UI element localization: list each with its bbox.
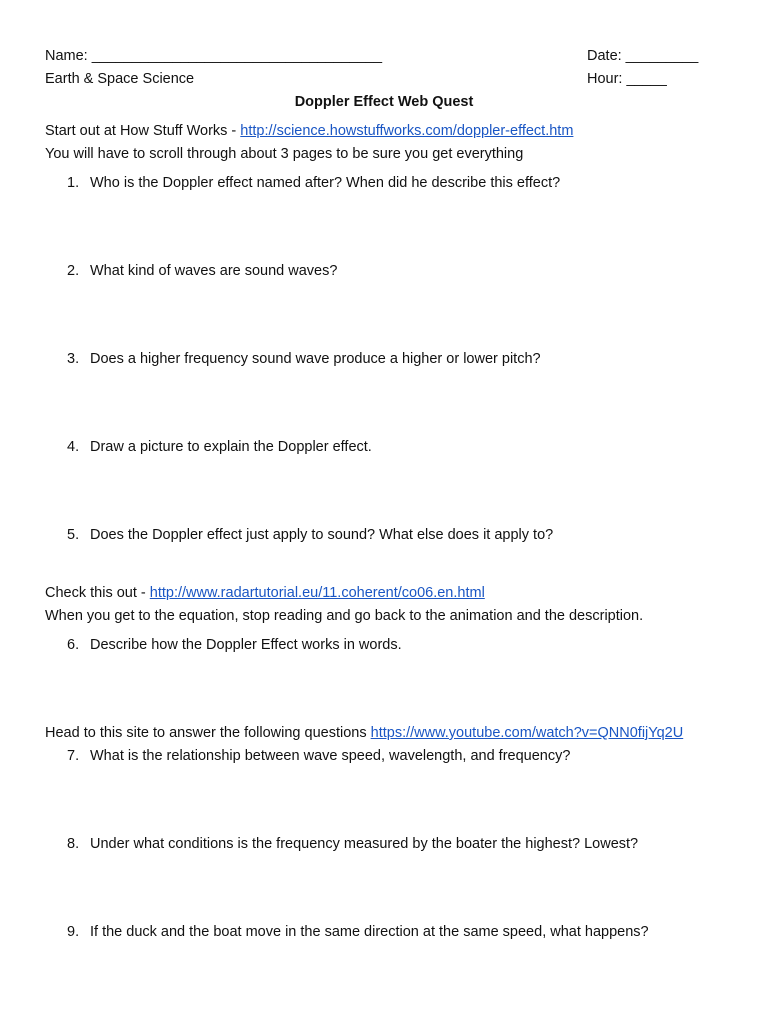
question-number: 5. [67, 527, 80, 543]
question-3 [67, 350, 541, 368]
question-number: 7. [67, 748, 80, 764]
question-7 [67, 747, 570, 765]
question-2 [67, 262, 337, 280]
question-number: 8. [67, 836, 80, 852]
radartutorial-link[interactable]: http://www.radartutorial.eu/11.coherent/co06.en.html [149, 585, 485, 601]
question-text: Under what conditions is the frequency measured by the boater the highest? Lowest? [90, 836, 639, 852]
question-number: 2. [67, 263, 80, 279]
question-4 [67, 438, 372, 456]
youtube-link[interactable]: https://www.youtube.com/watch?v=QNN0fijYq2U [370, 725, 684, 741]
section3-intro-text: Head to this site to answer the following questions [45, 725, 371, 741]
section1-intro [45, 122, 573, 140]
question-9 [67, 923, 649, 941]
question-text: Describe how the Doppler Effect works in words. [90, 637, 402, 653]
section3-intro [45, 724, 683, 742]
hour-field-label: Hour: _____ [587, 71, 667, 87]
page-title: Doppler Effect Web Quest [294, 94, 474, 110]
question-5 [67, 526, 553, 544]
question-text: Draw a picture to explain the Doppler effect. [90, 439, 372, 455]
section1-intro-text: Start out at How Stuff Works - [45, 123, 241, 139]
name-field-label: Name: ____________________________________ [45, 48, 383, 64]
question-number: 1. [67, 175, 80, 191]
question-text: What is the relationship between wave speed, wavelength, and frequency? [90, 748, 571, 764]
question-text: If the duck and the boat move in the same direction at the same speed, what happens? [90, 924, 649, 940]
question-1 [67, 174, 560, 192]
section2-instruction: When you get to the equation, stop reading and go back to the animation and the description. [45, 608, 644, 624]
question-text: Does a higher frequency sound wave produce a higher or lower pitch? [90, 351, 541, 367]
question-number: 4. [67, 439, 80, 455]
question-text: What kind of waves are sound waves? [90, 263, 338, 279]
question-number: 9. [67, 924, 80, 940]
section2-intro [45, 584, 485, 602]
date-field-label: Date: _________ [587, 48, 699, 64]
question-text: Who is the Doppler effect named after? When did he describe this effect? [90, 175, 561, 191]
question-6 [67, 636, 402, 654]
question-number: 6. [67, 637, 80, 653]
section2-intro-text: Check this out - [45, 585, 150, 601]
question-text: Does the Doppler effect just apply to sound? What else does it apply to? [90, 527, 554, 543]
question-number: 3. [67, 351, 80, 367]
course-label: Earth & Space Science [45, 71, 195, 87]
question-8 [67, 835, 638, 853]
section1-instruction: You will have to scroll through about 3 pages to be sure you get everything [45, 146, 524, 162]
howstuffworks-link[interactable]: http://science.howstuffworks.com/doppler-effect.htm [240, 123, 574, 139]
